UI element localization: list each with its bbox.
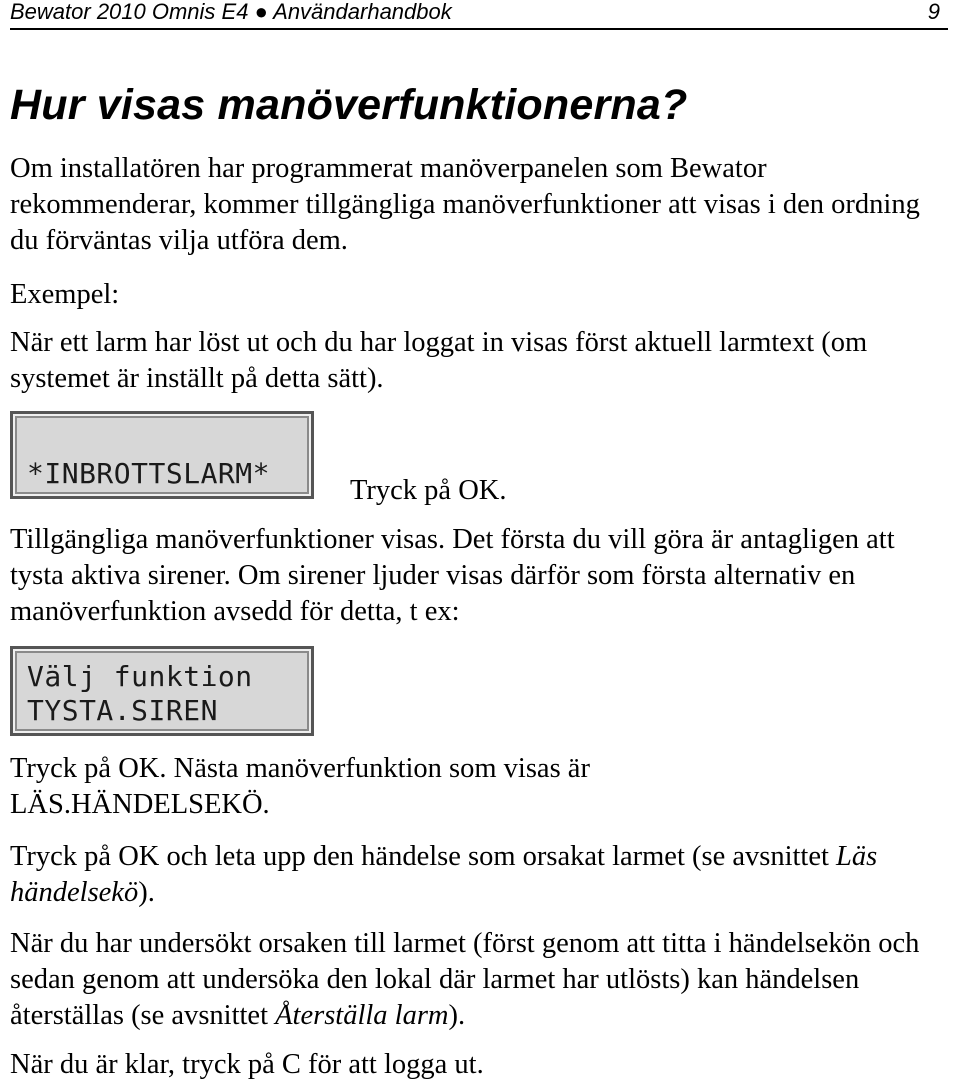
running-title: Bewator 2010 Omnis E4 ● Användarhandbok (10, 0, 452, 24)
investigated-text: När du har undersökt orsaken till larmet (först genom att titta i händelsekön och sedan genom att undersöka den lokal där larmet har utlösts) kan händelsen återställas (se avsnittet (10, 928, 920, 1031)
lcd-menu-line2: TYSTA.SIREN (27, 694, 218, 727)
page-number: 9 (927, 0, 940, 24)
section-heading: Hur visas manöverfunktionerna? (10, 81, 688, 129)
search-event-suffix: ). (138, 877, 155, 908)
done-paragraph: När du är klar, tryck på C för att logga ut. (10, 1049, 484, 1080)
search-event-text: Tryck på OK och leta upp den händelse som orsakat larmet (se avsnittet (10, 841, 837, 872)
investigated-paragraph (10, 926, 950, 1034)
example-label: Exempel: (10, 279, 120, 310)
available-functions-paragraph: Tillgängliga manöverfunktioner visas. Det första du vill göra är antagligen att tysta aktiva sirener. Om sirener ljuder visas därför som första alternativ en manöverfunktion avsedd för detta, t ex: (10, 524, 895, 627)
section-reference-link: Läs händelsekö (10, 841, 878, 908)
lcd-display-menu (10, 646, 314, 736)
press-ok-text: Tryck på OK. (350, 475, 507, 506)
investigated-suffix: ). (448, 1000, 466, 1031)
alarm-logged-paragraph: När ett larm har löst ut och du har loggat in visas först aktuell larmtext (om systemet är inställt på detta sätt). (10, 327, 868, 394)
intro-paragraph: Om installatören har programmerat manöverpanelen som Bewator rekommenderar, kommer tillgängliga manöverfunktioner att visas i den ordning du förväntas vilja utföra dem. (10, 153, 920, 256)
next-function-paragraph: Tryck på OK. Nästa manöverfunktion som visas är LÄS.HÄNDELSEKÖ. (10, 753, 590, 820)
search-event-paragraph (10, 839, 950, 911)
section-reference-reset: Återställa larm (275, 1000, 449, 1031)
lcd-display-alarm (10, 411, 314, 499)
lcd-menu-line1: Välj funktion (27, 660, 253, 693)
lcd-alarm-text: *INBROTTSLARM* (27, 457, 271, 490)
page-header (10, 0, 948, 30)
